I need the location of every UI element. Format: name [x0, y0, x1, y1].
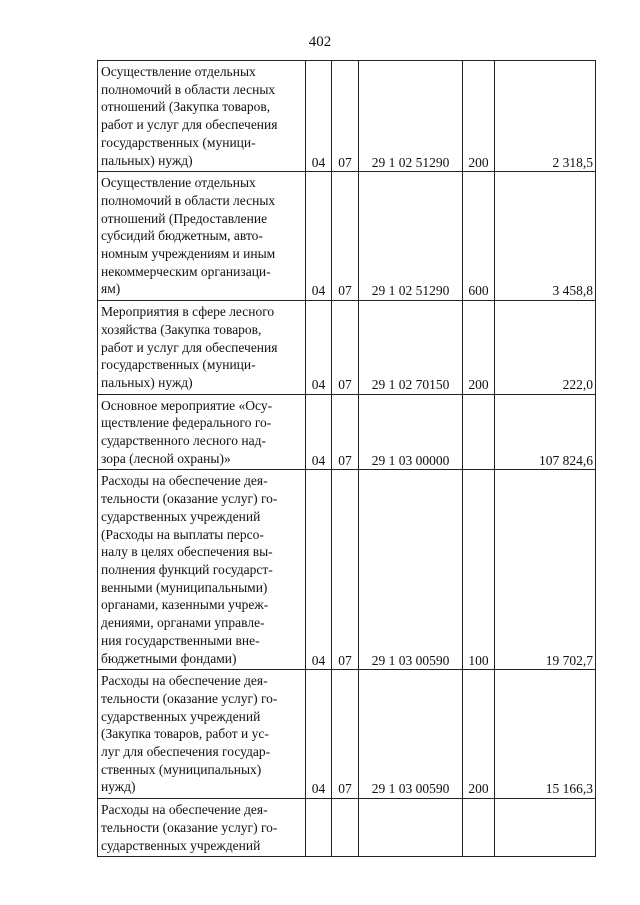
expense-description [98, 470, 306, 670]
description-line: Мероприятия в сфере лесного [101, 304, 275, 320]
description-line: полномочий в области лесных [101, 192, 276, 208]
table-row [98, 172, 596, 301]
description-line: Осуществление отдельных [101, 175, 256, 191]
expense-description [98, 394, 306, 470]
description-line: работ и услуг для обеспечения [101, 339, 278, 355]
description-line: луг для обеспечения государ- [101, 744, 271, 760]
subsection-code: 07 [332, 61, 359, 172]
amount-value: 107 824,6 [495, 394, 596, 470]
amount-value [495, 799, 596, 857]
table-row [98, 301, 596, 395]
description-line: тельности (оказание услуг) го- [101, 690, 278, 706]
description-line: полнения функций государст- [101, 561, 273, 577]
description-line: тельности (оказание услуг) го- [101, 819, 278, 835]
target-article-code: 29 1 03 00590 [359, 670, 463, 799]
description-line: отношений (Закупка товаров, [101, 99, 271, 115]
description-line: сударственных учреждений [101, 508, 261, 524]
description-line: сударственных учреждений [101, 837, 261, 853]
expense-type-code: 100 [463, 470, 495, 670]
table-row [98, 799, 596, 857]
target-article-code: 29 1 02 51290 [359, 61, 463, 172]
description-line: венными (муниципальными) [101, 579, 268, 595]
expense-type-code [463, 799, 495, 857]
description-line: зора (лесной охраны)» [101, 450, 231, 466]
description-line: бюджетными фондами) [101, 650, 237, 666]
description-line: ственных (муниципальных) [101, 761, 262, 777]
description-line: государственных (муници- [101, 357, 256, 373]
amount-value: 19 702,7 [495, 470, 596, 670]
expense-description [98, 172, 306, 301]
description-line: работ и услуг для обеспечения [101, 117, 278, 133]
target-article-code: 29 1 02 51290 [359, 172, 463, 301]
expense-type-code: 600 [463, 172, 495, 301]
description-line: государственных (муници- [101, 134, 256, 150]
description-line: Расходы на обеспечение дея- [101, 473, 268, 489]
budget-table-body [98, 61, 596, 857]
expense-type-code: 200 [463, 670, 495, 799]
expense-description [98, 670, 306, 799]
subsection-code: 07 [332, 470, 359, 670]
amount-value: 15 166,3 [495, 670, 596, 799]
target-article-code [359, 799, 463, 857]
description-line: пальных) нужд) [101, 152, 193, 168]
description-line: субсидий бюджетным, авто- [101, 228, 263, 244]
target-article-code: 29 1 03 00590 [359, 470, 463, 670]
section-code: 04 [306, 394, 332, 470]
section-code: 04 [306, 670, 332, 799]
expense-description [98, 61, 306, 172]
description-line: Расходы на обеспечение дея- [101, 802, 268, 818]
subsection-code [332, 799, 359, 857]
description-line: отношений (Предоставление [101, 210, 268, 226]
description-line: полномочий в области лесных [101, 81, 276, 97]
description-line: номным учреждениям и иным [101, 246, 276, 262]
description-line: ям) [101, 281, 121, 297]
table-row [98, 670, 596, 799]
expense-type-code [463, 394, 495, 470]
description-line: ществление федерального го- [101, 415, 272, 431]
section-code: 04 [306, 61, 332, 172]
expense-type-code: 200 [463, 61, 495, 172]
description-line: пальных) нужд) [101, 374, 193, 390]
table-row [98, 470, 596, 670]
subsection-code: 07 [332, 301, 359, 395]
description-line: Расходы на обеспечение дея- [101, 673, 268, 689]
description-line: (Закупка товаров, работ и ус- [101, 726, 269, 742]
description-line: ния государственными вне- [101, 632, 260, 648]
description-line: сударственного лесного над- [101, 433, 266, 449]
section-code: 04 [306, 301, 332, 395]
section-code: 04 [306, 172, 332, 301]
section-code: 04 [306, 470, 332, 670]
expense-description [98, 301, 306, 395]
subsection-code: 07 [332, 670, 359, 799]
description-line: (Расходы на выплаты персо- [101, 526, 264, 542]
description-line: тельности (оказание услуг) го- [101, 491, 278, 507]
expense-type-code: 200 [463, 301, 495, 395]
table-row [98, 61, 596, 172]
description-line: налу в целях обеспечения вы- [101, 544, 273, 560]
subsection-code: 07 [332, 172, 359, 301]
table-row [98, 394, 596, 470]
budget-table [97, 60, 596, 857]
amount-value: 2 318,5 [495, 61, 596, 172]
section-code [306, 799, 332, 857]
target-article-code: 29 1 02 70150 [359, 301, 463, 395]
description-line: хозяйства (Закупка товаров, [101, 321, 262, 337]
description-line: нужд) [101, 779, 136, 795]
description-line: органами, казенными учреж- [101, 597, 269, 613]
description-line: дениями, органами управле- [101, 615, 265, 631]
description-line: Основное мероприятие «Осу- [101, 397, 273, 413]
description-line: Осуществление отдельных [101, 64, 256, 79]
subsection-code: 07 [332, 394, 359, 470]
page-number: 402 [308, 34, 332, 50]
target-article-code: 29 1 03 00000 [359, 394, 463, 470]
description-line: некоммерческим организаци- [101, 263, 271, 279]
expense-description [98, 799, 306, 857]
amount-value: 222,0 [495, 301, 596, 395]
description-line: сударственных учреждений [101, 708, 261, 724]
amount-value: 3 458,8 [495, 172, 596, 301]
